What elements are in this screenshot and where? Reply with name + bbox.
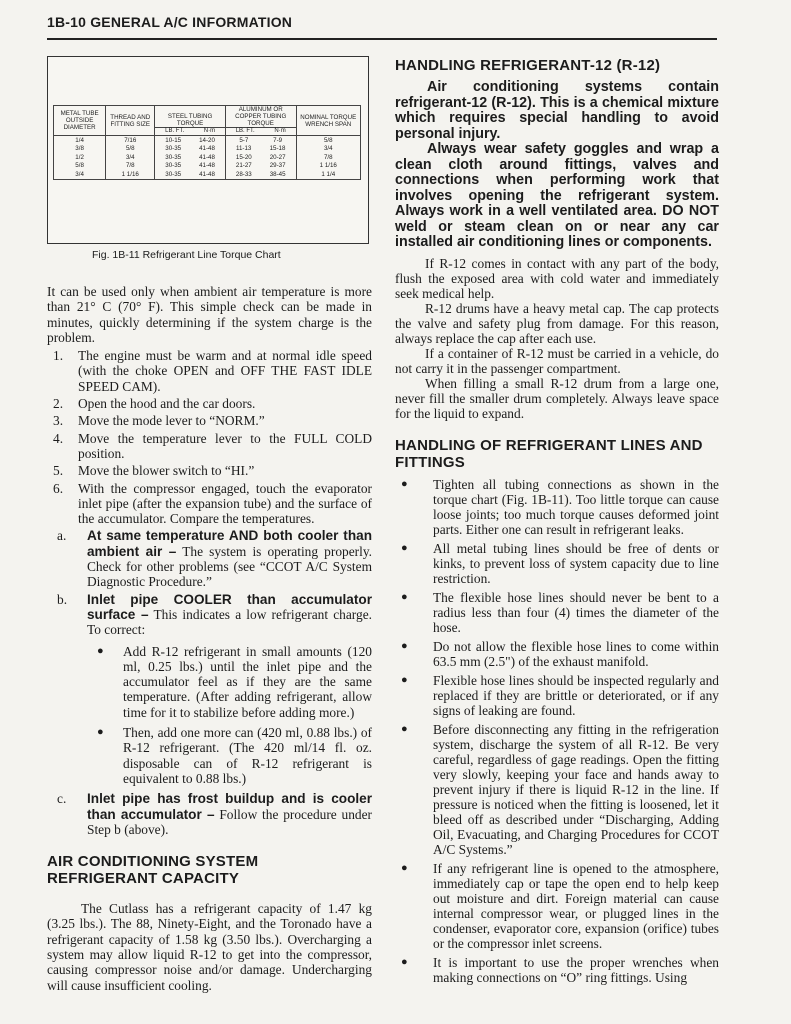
- list-item: [395, 590, 719, 635]
- step-number: 4.: [53, 430, 64, 446]
- steel-cell: [155, 153, 226, 162]
- od-cell: 5/8: [54, 162, 106, 171]
- sub-step-b-text: This indicates a low refrigerant charge. To correct:: [87, 606, 373, 638]
- col-thread: THREAD AND FITTING SIZE: [106, 106, 155, 136]
- aluminum-cell: [225, 145, 296, 154]
- al-lbft: 5-7: [239, 136, 249, 144]
- sub-b-bullets: [47, 644, 372, 787]
- col-nominal: NOMINAL TORQUE WRENCH SPAN: [296, 106, 360, 136]
- body-paragraph: R-12 drums have a heavy metal cap. The cap protects the valve and safety plug from damage. For this reason, always replace the cap after each use.: [395, 300, 719, 346]
- al-nm: 38-45: [269, 170, 286, 178]
- sub-step-a: [47, 528, 372, 589]
- aluminum-cell: [225, 170, 296, 179]
- list-item: [395, 541, 719, 586]
- list-item: [47, 413, 372, 428]
- table-row: [54, 162, 361, 171]
- list-item: [395, 955, 719, 985]
- aluminum-cell: [225, 153, 296, 162]
- list-item: [395, 639, 719, 669]
- span-cell: 1 1/16: [296, 162, 360, 171]
- bullet-icon: ●: [401, 639, 408, 652]
- bullet-text: If any refrigerant line is opened to the atmosphere, immediately cap or tape the open end to help keep out moisture and dirt. Foreign material can cause internal compressor wear, or plugged lines in the condenser, evaporator core, expansion (orifice) tubes or the compressor inlet screens.: [433, 860, 719, 951]
- list-item: [89, 725, 372, 786]
- unit-lbft: LB. FT.: [165, 127, 185, 134]
- step-text: With the compressor engaged, touch the evaporator inlet pipe (after the expansion tube) and the surface of the accumulator. Compare the temperatures.: [78, 480, 372, 527]
- step-text: Move the temperature lever to the FULL COLD position.: [78, 430, 372, 461]
- header-rule: [47, 38, 717, 40]
- od-cell: 1/4: [54, 136, 106, 145]
- bullet-icon: ●: [97, 726, 104, 739]
- unit-nm: N·m: [203, 127, 216, 134]
- table-row: [54, 136, 361, 145]
- al-lbft: 28-33: [235, 170, 252, 178]
- span-cell: 5/8: [296, 136, 360, 145]
- bullet-icon: ●: [401, 955, 408, 968]
- list-item: [395, 722, 719, 857]
- table-row: [54, 145, 361, 154]
- warning-paragraph-2: Always wear safety goggles and wrap a clean cloth around fittings, valves and connections when performing work that involves opening the refrigerant system. Always work in a well ventilated area. DO NOT weld or steam clean on or near any car installed air conditioning lines or components.: [395, 141, 719, 250]
- od-cell: 1/2: [54, 153, 106, 162]
- r12-paragraphs: [395, 256, 719, 421]
- unit-lbft: LB. FT.: [235, 128, 255, 135]
- steel-nm: 41-48: [199, 162, 215, 170]
- steel-cell: [155, 162, 226, 171]
- step-number: 6.: [53, 480, 64, 496]
- col-steel: [155, 106, 226, 136]
- step-text: Move the mode lever to “NORM.”: [78, 413, 265, 429]
- right-column: [395, 57, 719, 989]
- bullet-icon: ●: [401, 590, 408, 603]
- warning-paragraph-1: Air conditioning systems contain refrigerant-12 (R-12). This is a chemical mixture which requires special handling to avoid personal injury.: [395, 79, 719, 142]
- al-nm: 29-37: [269, 162, 286, 170]
- bullet-text: The flexible hose lines should never be bent to a radius less than four (4) times the diameter of the hose.: [433, 589, 719, 635]
- sub-step-num: a.: [57, 528, 67, 544]
- steel-nm: 41-48: [199, 153, 215, 161]
- steel-lbft: 30-35: [165, 170, 182, 178]
- aluminum-cell: [225, 162, 296, 171]
- col-aluminum: [225, 106, 296, 136]
- bullet-text: Add R-12 refrigerant in small amounts (120 ml, 0.25 lbs.) until the inlet pipe and the accumulator feel as if they are the same temperature. (After adding refrigerant, allow time for it to stabilize before adding more.): [123, 643, 372, 720]
- lines-fittings-heading: HANDLING OF REFRIGERANT LINES AND FITTINGS: [395, 436, 703, 471]
- al-nm: 20-27: [269, 153, 286, 161]
- body-paragraph: If R-12 comes in contact with any part of the body, flush the exposed area with cold water and immediately seek medical help.: [395, 255, 719, 301]
- thread-cell: 7/8: [106, 162, 155, 171]
- sub-step-c-text: Follow the procedure under Step b (above).: [87, 806, 373, 837]
- steel-lbft: 30-35: [165, 153, 182, 161]
- list-item: [395, 477, 719, 537]
- step-number: 2.: [53, 396, 64, 412]
- body-paragraph: When filling a small R-12 drum from a large one, never fill the smaller drum completely. Always leave space for the liquid to expand.: [395, 375, 719, 421]
- torque-table: [53, 105, 361, 180]
- list-item: [395, 861, 719, 951]
- al-lbft: 21-27: [235, 162, 252, 170]
- span-cell: 7/8: [296, 153, 360, 162]
- al-lbft: 11-13: [236, 145, 252, 153]
- lines-fittings-bullets: [395, 477, 719, 985]
- table-row: [54, 170, 361, 179]
- steel-cell: [155, 170, 226, 179]
- sub-step-b-bold: Inlet pipe COOLER than accumulator surface –: [87, 591, 372, 622]
- steel-header-label: STEEL TUBING TORQUE: [167, 112, 213, 127]
- thread-cell: 5/8: [106, 145, 155, 154]
- bullet-text: It is important to use the proper wrenches when making connections on “O” ring fittings. Using: [433, 954, 719, 985]
- thread-cell: 1 1/16: [106, 170, 155, 179]
- left-body: [47, 284, 372, 993]
- table-row: [54, 153, 361, 162]
- bullet-text: All metal tubing lines should be free of dents or kinks, to prevent loss of system capacity due to line restriction.: [433, 540, 719, 586]
- list-item: [47, 463, 372, 478]
- capacity-paragraph: The Cutlass has a refrigerant capacity of 1.47 kg (3.25 lbs.). The 88, Ninety-Eight, and the Toronado have a refrigerant capacity of 1.58 kg (3.50 lbs.). Overcharging a system may allow liquid R-12 to get into the compressor, causing compressor noise and/or damage. Undercharging will cause insufficient cooling.: [47, 901, 372, 993]
- step-number: 5.: [53, 463, 64, 479]
- left-column: [47, 56, 372, 993]
- handling-r12-heading: HANDLING REFRIGERANT-12 (R-12): [395, 57, 661, 74]
- list-item: [47, 396, 372, 411]
- bullet-text: Then, add one more can (420 ml, 0.88 lbs.) of R-12 refrigerant. (The 420 ml/14 fl. oz. disposable can of R-12 refrigerant is equivalent to 0.88 lbs.): [123, 725, 372, 786]
- bullet-icon: ●: [401, 722, 408, 735]
- list-item: [89, 644, 372, 720]
- sub-step-num: b.: [57, 591, 68, 607]
- bullet-text: Do not allow the flexible hose lines to come within 63.5 mm (2.5") of the exhaust manifold.: [433, 638, 719, 669]
- bullet-icon: ●: [97, 644, 104, 657]
- bullet-text: Before disconnecting any fitting in the refrigeration system, discharge the system of all R-12. Be very careful, regardless of gage readings. Open the fitting very slowly, keeping your face and hands away to prevent injury if there is liquid R-12 in the line. If pressure is noticed when the fitting is loosened, let it bleed off as described under “Discharging, Adding Oil, Evacuating, and Charging Procedures for CCOT A/C Systems.”: [433, 721, 719, 857]
- steel-nm: 41-48: [199, 170, 215, 178]
- step-text: The engine must be warm and at normal idle speed (with the choke OPEN and OFF THE FAST IDLE SPEED CAM).: [78, 348, 372, 394]
- col-metal-tube: METAL TUBE OUTSIDE DIAMETER: [54, 106, 106, 136]
- sub-step-c-bold: Inlet pipe has frost buildup and is cooler than accumulator –: [87, 791, 372, 822]
- list-item: [395, 673, 719, 718]
- step-text: Open the hood and the car doors.: [78, 396, 256, 412]
- aluminum-cell: [225, 136, 296, 145]
- sub-step-b: [47, 592, 372, 638]
- span-cell: 3/4: [296, 145, 360, 154]
- al-lbft: 15-20: [235, 153, 252, 161]
- torque-chart-figure: [47, 56, 369, 244]
- sub-step-list: [47, 528, 372, 637]
- steel-lbft: 30-35: [165, 145, 182, 153]
- al-nm: 7-9: [273, 136, 283, 144]
- steel-cell: [155, 136, 226, 145]
- bullet-icon: ●: [401, 477, 408, 490]
- steel-lbft: 10-15: [165, 136, 182, 144]
- od-cell: 3/8: [54, 145, 106, 154]
- aluminum-header-label: ALUMINUM OR COPPER TUBING TORQUE: [235, 106, 287, 128]
- sub-step-list-c: [47, 791, 372, 837]
- steel-lbft: 30-35: [165, 162, 182, 170]
- sub-step-c: [47, 791, 372, 837]
- step-list: [47, 348, 372, 526]
- step-number: 3.: [53, 413, 64, 429]
- list-item: [47, 431, 372, 462]
- steel-nm: 41-48: [199, 145, 215, 153]
- bullet-icon: ●: [401, 541, 408, 554]
- sub-step-a-text: The system is operating properly. Check for other problems (see “CCOT A/C System Diagnostic Procedure.”: [87, 543, 372, 590]
- sub-step-a-bold: At same temperature AND both cooler than ambient air –: [87, 528, 372, 559]
- body-paragraph: If a container of R-12 must be carried in a vehicle, do not carry it in the passenger compartment.: [395, 345, 719, 376]
- unit-nm: N·m: [274, 128, 286, 135]
- list-item: [47, 348, 372, 394]
- bullet-icon: ●: [401, 673, 408, 686]
- steel-cell: [155, 145, 226, 154]
- steel-nm: 14-20: [199, 136, 215, 144]
- bullet-icon: ●: [401, 861, 408, 874]
- step-text: Move the blower switch to “HI.”: [78, 463, 255, 479]
- page-header: 1B-10 GENERAL A/C INFORMATION: [47, 14, 293, 30]
- bullet-text: Tighten all tubing connections as shown in the torque chart (Fig. 1B-11). Too little torque can cause loose joints; too much torque causes deformed joint parts. Either one can result in refrigerant leaks.: [433, 476, 719, 537]
- step-number: 1.: [53, 348, 64, 364]
- intro-paragraph: It can be used only when ambient air temperature is more than 21° C (70° F). This simple check can be made in minutes, quickly determining if the system charge is the problem.: [47, 284, 372, 345]
- thread-cell: 7/16: [106, 136, 155, 145]
- list-item: [47, 481, 372, 527]
- bullet-text: Flexible hose lines should be inspected regularly and replaced if they are brittle or deteriorated, or if any signs of leaking are found.: [433, 672, 719, 718]
- sub-step-num: c.: [57, 791, 67, 807]
- al-nm: 15-18: [269, 145, 286, 153]
- span-cell: 1 1/4: [296, 170, 360, 179]
- thread-cell: 3/4: [106, 153, 155, 162]
- figure-caption: Fig. 1B-11 Refrigerant Line Torque Chart: [92, 249, 281, 261]
- capacity-heading: AIR CONDITIONING SYSTEM REFRIGERANT CAPACITY: [47, 853, 259, 888]
- od-cell: 3/4: [54, 170, 106, 179]
